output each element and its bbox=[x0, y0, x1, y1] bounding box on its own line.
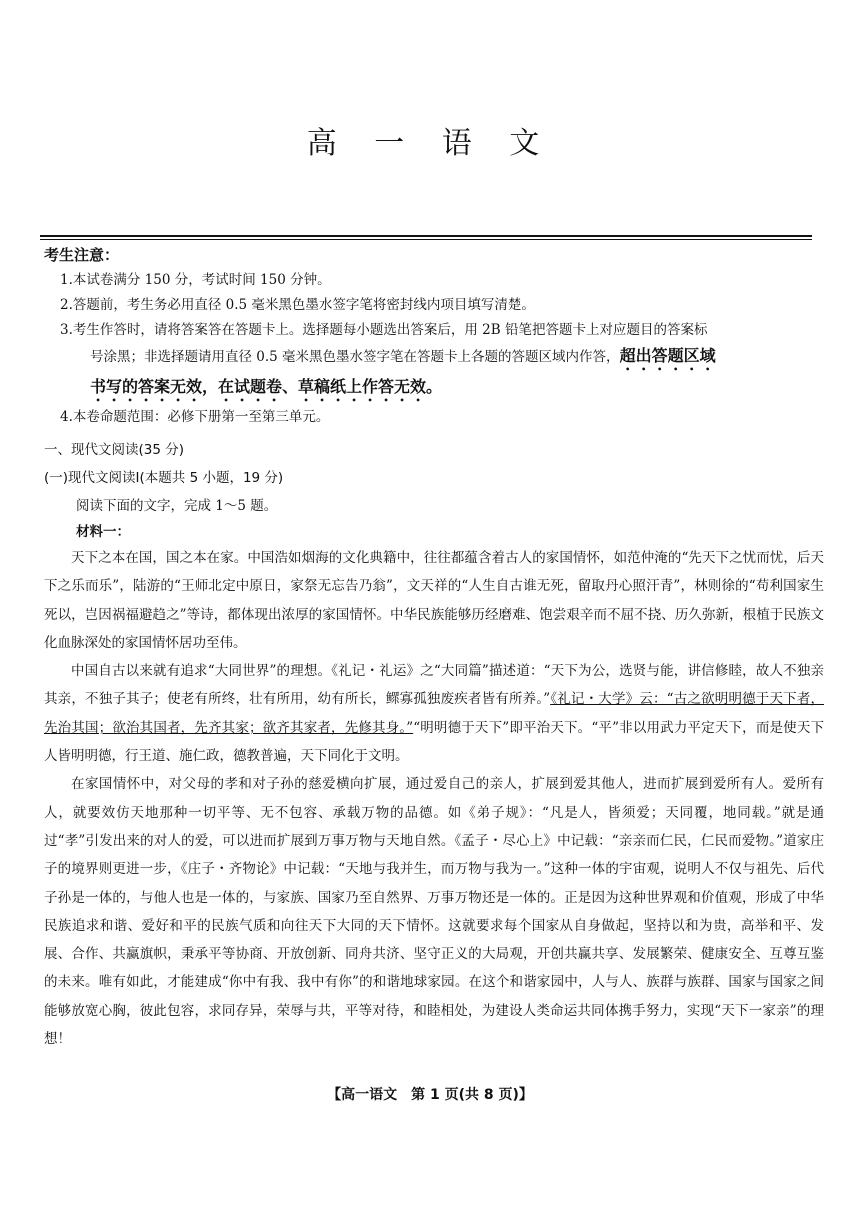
reading-instruction: 阅读下面的文字，完成 1～5 题。 bbox=[76, 498, 278, 514]
notice-item-4: 4.本卷命题范围：必修下册第一至第三单元。 bbox=[60, 409, 330, 425]
notice-list bbox=[60, 268, 820, 430]
header-rule bbox=[40, 235, 812, 237]
notice-item-3-line2: 号涂黑；非选择题请用直径 0.5 毫米黑色墨水签字笔在答题卡上各题的答题区域内作答， bbox=[90, 349, 620, 365]
paragraph-3: 在家国情怀中，对父母的孝和对子孙的慈爱横向扩展，通过爱自己的亲人，扩展到爱其他人，进而扩展到爱所有人。爱所有人，就要效仿天地那种一切平等、无不包容、承载万物的品德。如《弟子规》：“凡是人，皆须爱；天同覆，地同载。”就是通过“孝”引发出来的对人的爱，可以进而扩展到万事万物与天地自然。《孟子・尽心上》中记载：“亲亲而仁民，仁民而爱物。”道家庄子的境界则更进一步，《庄子・齐物论》中记载：“天地与我并生，而万物与我为一。”这种一体的宇宙观，说明人不仅与祖先、后代子孙是一体的，与他人也是一体的，与家族、国家乃至自然界、万事万物还是一体的。正是因为这种世界观和价值观，形成了中华民族追求和谐、爱好和平的民族气质和向往天下大同的天下情怀。这就要求每个国家从自身做起，坚持以和为贵，高举和平、发展、合作、共赢旗帜，秉承平等协商、开放创新、同舟共济、坚守正义的大局观，开创共赢共享、发展繁荣、健康安全、互尊互鉴的未来。唯有如此，才能建成“你中有我、我中有你”的和谐地球家园。在这个和谐家园中，人与人、族群与族群、国家与国家之间能够放宽心胸，彼此包容，求同存异，荣辱与共，平等对待，和睦相处，为建设人类命运共同体携手努力，实现“天下一家亲”的理想！ bbox=[44, 776, 824, 1048]
notice-emphasis-1: 超出答题区域 bbox=[619, 346, 716, 365]
notice-item-1: 1.本试卷满分 150 分，考试时间 150 分钟。 bbox=[60, 272, 331, 288]
notice-item-3-cont bbox=[60, 343, 820, 374]
page-title: 高 一 语 文 bbox=[306, 126, 554, 161]
notice-item-2: 2.答题前，考生务必用直径 0.5 毫米黑色墨水签字笔将密封线内项目填写清楚。 bbox=[60, 297, 535, 313]
notice-emphasis-2: 书写的答案无效，在试题卷、草稿纸上作答无效。 bbox=[90, 377, 443, 396]
section-title: 一、现代文阅读(35 分) bbox=[44, 442, 185, 458]
material-label: 材料一： bbox=[76, 524, 130, 540]
notice-item-3-cont2 bbox=[60, 374, 820, 405]
subsection-title: (一)现代文阅读Ⅰ(本题共 5 小题，19 分) bbox=[44, 470, 284, 486]
notice-item-3: 3.考生作答时，请将答案答在答题卡上。选择题每小题选出答案后，用 2B 铅笔把答题卡上对应题目的答案标 bbox=[60, 322, 708, 338]
paragraph-1: 天下之本在国，国之本在家。中国浩如烟海的文化典籍中，往往都蕴含着古人的家国情怀，如范仲淹的“先天下之忧而忧，后天下之乐而乐”，陆游的“王师北定中原日，家祭无忘告乃翁”，文天祥的“人生自古谁无死，留取丹心照汗青”，林则徐的“苟利国家生死以，岂因祸福避趋之”等诗，都体现出浓厚的家国情怀。中华民族能够历经磨难、饱尝艰辛而不屈不挠、历久弥新，根植于民族文化血脉深处的家国情怀居功至伟。 bbox=[44, 550, 824, 651]
paragraph-2-part-b: “明明德于天下”即平治天下。“平”非以用武力平定天下，而是使天下人皆明明德，行王道、施仁政，德教普遍，天下同化于文明。 bbox=[44, 719, 824, 765]
paragraph-2 bbox=[44, 657, 824, 770]
paragraph-2-part-a: 中国自古以来就有追求“大同世界”的理想。《礼记・礼运》之“大同篇”描述道：“天下为公，选贤与能，讲信修睦，故人不独亲其亲，不独子其子；使老有所终，壮有所用，幼有所长，鳏寡孤独废疾者皆有所养。” bbox=[44, 663, 824, 708]
passage bbox=[44, 544, 824, 1053]
header-rule-thin bbox=[40, 239, 812, 240]
notice-heading: 考生注意： bbox=[44, 246, 120, 264]
paragraph-2-underlined: 《礼记・大学》云：“古之欲明明德于天下者，先治其国；欲治其国者，先齐其家；欲齐其家者，先修其身。” bbox=[44, 691, 824, 736]
page-footer: 【高一语文 第 1 页(共 8 页)】 bbox=[327, 1087, 533, 1103]
